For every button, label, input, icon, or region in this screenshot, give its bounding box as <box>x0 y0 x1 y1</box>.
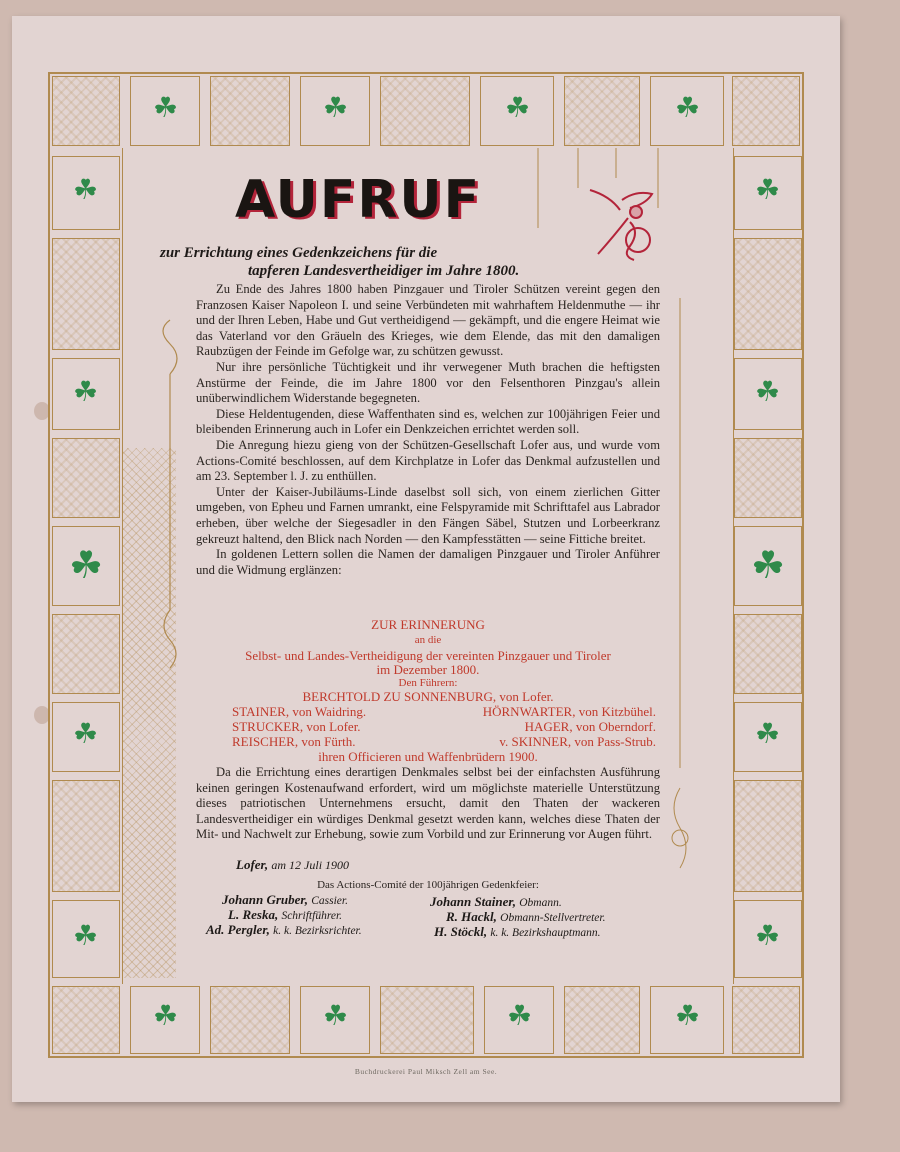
lattice-tile <box>52 238 120 350</box>
lattice-tile <box>564 986 640 1054</box>
paragraph: Nur ihre persönliche Tüchtigkeit und ihr verwegener Muth brachen die heftigsten Anstürme der Feinde, die im Jahre 1800 vor den Felsenthoren Pinzgau's allein unüberwindlichem Widerstande begegneten. <box>196 359 660 406</box>
shamrock-tile <box>734 702 802 772</box>
shamrock-tile <box>734 526 802 606</box>
shamrock-tile <box>130 76 200 146</box>
shamrock-icon: ☘ <box>755 175 781 206</box>
leader-right: v. SKINNER, von Pass-Strub. <box>499 734 656 749</box>
lattice-tile <box>210 986 290 1054</box>
shamrock-icon: ☘ <box>153 93 179 124</box>
shamrock-icon: ☘ <box>73 921 99 952</box>
signature-name: H. Stöckl, <box>434 924 488 939</box>
shamrock-icon: ☘ <box>507 1001 533 1032</box>
paragraph: Die Anregung hiezu gieng von der Schützen-Gesellschaft Lofer aus, und wurde vom Actions-Comité beschlossen, auf dem Kirchplatze in Lofer das Denkmal aufzustellen und am 23. September l. J. zu enthüllen. <box>196 437 660 484</box>
signature-role: k. k. Bezirksrichter. <box>273 925 362 937</box>
lattice-tile <box>564 76 640 146</box>
shamrock-icon: ☘ <box>675 1001 701 1032</box>
lattice-tile <box>734 438 802 518</box>
shamrock-tile <box>734 900 802 978</box>
lattice-tile <box>734 614 802 694</box>
printer-imprint: Buchdruckerei Paul Miksch Zell am See. <box>354 1067 498 1076</box>
appeal-body <box>196 282 660 578</box>
shamrock-icon: ☘ <box>505 93 531 124</box>
shamrock-icon: ☘ <box>73 377 99 408</box>
lattice-tile <box>380 76 470 146</box>
shamrock-tile <box>480 76 554 146</box>
shamrock-tile <box>52 526 120 606</box>
inscription-line-1: Selbst- und Landes-Vertheidigung der vereinten Pinzgauer und Tiroler <box>245 648 611 663</box>
place-date <box>236 857 349 873</box>
signature-role: Schriftführer. <box>281 910 343 922</box>
corner-ornament <box>52 986 120 1054</box>
shamrock-tile <box>650 986 724 1054</box>
signature-role: Cassier. <box>311 895 348 907</box>
lattice-tile <box>734 238 802 350</box>
lattice-tile <box>52 614 120 694</box>
shamrock-icon: ☘ <box>69 545 104 587</box>
cherub-icon <box>582 182 662 262</box>
shamrock-tile <box>52 900 120 978</box>
shamrock-icon: ☘ <box>751 545 786 587</box>
lattice-tile <box>210 76 290 146</box>
shamrock-tile <box>52 702 120 772</box>
paragraph: Da die Errichtung eines derartigen Denkmales selbst bei der einfachsten Ausführung keinen geringen Kostenaufwand erfordert, wird um möglichste materielle Unterstützung dieses patriotischen Unternehmens ersucht, damit den Thaten der wackeren Landesvertheidiger ein würdiges Denkmal gesetzt werden kann, welches diese Thaten der Mit- und Nachwelt zur Erhebung, sowie zum Vorbild und zur Erinnerung vor Augen führt. <box>196 765 660 842</box>
inscription-line-2: im Dezember 1800. <box>376 662 480 677</box>
leader-left: REISCHER, von Fürth. <box>232 734 356 749</box>
signature-role: Obmann. <box>519 897 562 909</box>
subtitle-line-1: zur Errichtung eines Gedenkzeichens für die <box>160 245 438 261</box>
shamrock-tile <box>52 358 120 430</box>
lattice-tile <box>52 438 120 518</box>
inscription-heading: ZUR ERINNERUNG <box>371 617 485 632</box>
shamrock-icon: ☘ <box>755 377 781 408</box>
signature <box>430 894 562 910</box>
corner-ornament <box>732 986 800 1054</box>
shamrock-tile <box>734 358 802 430</box>
shamrock-tile <box>300 986 370 1054</box>
inscription-closing: ihren Officieren und Waffenbrüdern 1900. <box>318 749 538 764</box>
shamrock-icon: ☘ <box>153 1001 179 1032</box>
shamrock-icon: ☘ <box>323 1001 349 1032</box>
signature-role: Obmann-Stellvertreter. <box>500 912 606 924</box>
paragraph: Unter der Kaiser-Jubiläums-Linde daselbst soll sich, von einem zierlichen Gitter umgeben, von Epheu und Farnen umrankt, eine Felspyramide mit Schrifttafel aus Labrador erheben, über welche der Siegesadler in den Fängen Säbel, Stutzen und Lorbeerkranz gekreuzt haltend, den Blick nach Norden — den Kampfesstätten — seine Fittiche breitet. <box>196 484 660 546</box>
paragraph: In goldenen Lettern sollen die Namen der damaligen Pinzgauer und Tiroler Anführer und die Widmung erglänzen: <box>196 547 660 577</box>
date: am 12 Juli 1900 <box>271 858 350 872</box>
paragraph: Diese Heldentugenden, diese Waffenthaten sind es, welchen zur 100jährigen Feier und bleibenden Erinnerung auch in Lofer ein Denkzeichen errichtet werden soll. <box>196 406 660 437</box>
signature <box>222 892 348 908</box>
leader-main: BERCHTOLD ZU SONNENBURG, von Lofer. <box>302 689 554 704</box>
shamrock-icon: ☘ <box>675 93 701 124</box>
subtitle-line-2: tapferen Landesvertheidiger im Jahre 1800. <box>248 263 520 279</box>
signature-name: R. Hackl, <box>446 909 497 924</box>
lattice-tile <box>734 780 802 892</box>
signature <box>228 907 342 923</box>
shamrock-tile <box>130 986 200 1054</box>
signature <box>434 924 601 940</box>
shamrock-tile <box>484 986 554 1054</box>
shamrock-icon: ☘ <box>755 719 781 750</box>
inscription-an-die: an die <box>414 634 442 646</box>
leader-right: HÖRNWARTER, von Kitzbühel. <box>482 704 656 719</box>
signature-name: Johann Stainer, <box>430 894 516 909</box>
signature <box>446 909 605 925</box>
leader-right: HAGER, von Oberndorf. <box>524 719 656 734</box>
shamrock-tile <box>650 76 724 146</box>
corner-ornament <box>732 76 800 146</box>
corner-ornament <box>52 76 120 146</box>
side-scroll-ornament <box>150 310 190 670</box>
lattice-tile <box>52 780 120 892</box>
final-paragraph-block <box>196 765 660 843</box>
leaders-label: Den Führern: <box>398 677 458 689</box>
shamrock-icon: ☘ <box>755 921 781 952</box>
signature-name: Johann Gruber, <box>222 892 308 907</box>
lattice-tile <box>380 986 474 1054</box>
shamrock-tile <box>734 156 802 230</box>
signature <box>206 922 362 938</box>
shamrock-icon: ☘ <box>323 93 349 124</box>
page-title: AUFRUF <box>235 170 482 230</box>
leader-left: STRUCKER, von Lofer. <box>232 719 361 734</box>
signature-name: Ad. Pergler, <box>206 922 270 937</box>
paragraph: Zu Ende des Jahres 1800 haben Pinzgauer und Tiroler Schützen vereint gegen den Franzosen Kaiser Napoleon I. und seine Verbündeten mit wahrhaftem Heldenmuthe — ihr und der Ihren Leben, Habe und Gut vertheidigend — gekämpft, und die engere Heimat wie das Vaterland vor den Gräueln des Krieges, wie dem Elende, das mit den damaligen Raubzügen der Feinde im Gefolge war, zu schützen gewusst. <box>196 282 660 359</box>
shamrock-icon: ☘ <box>73 175 99 206</box>
signature-name: L. Reska, <box>228 907 279 922</box>
committee-label: Das Actions-Comité der 100jährigen Gedenkfeier: <box>317 879 539 891</box>
place: Lofer, <box>236 857 269 872</box>
signature-role: k. k. Bezirkshauptmann. <box>490 927 601 939</box>
leader-left: STAINER, von Waidring. <box>232 704 367 719</box>
shamrock-icon: ☘ <box>73 719 99 750</box>
shamrock-tile <box>300 76 370 146</box>
shamrock-tile <box>52 156 120 230</box>
